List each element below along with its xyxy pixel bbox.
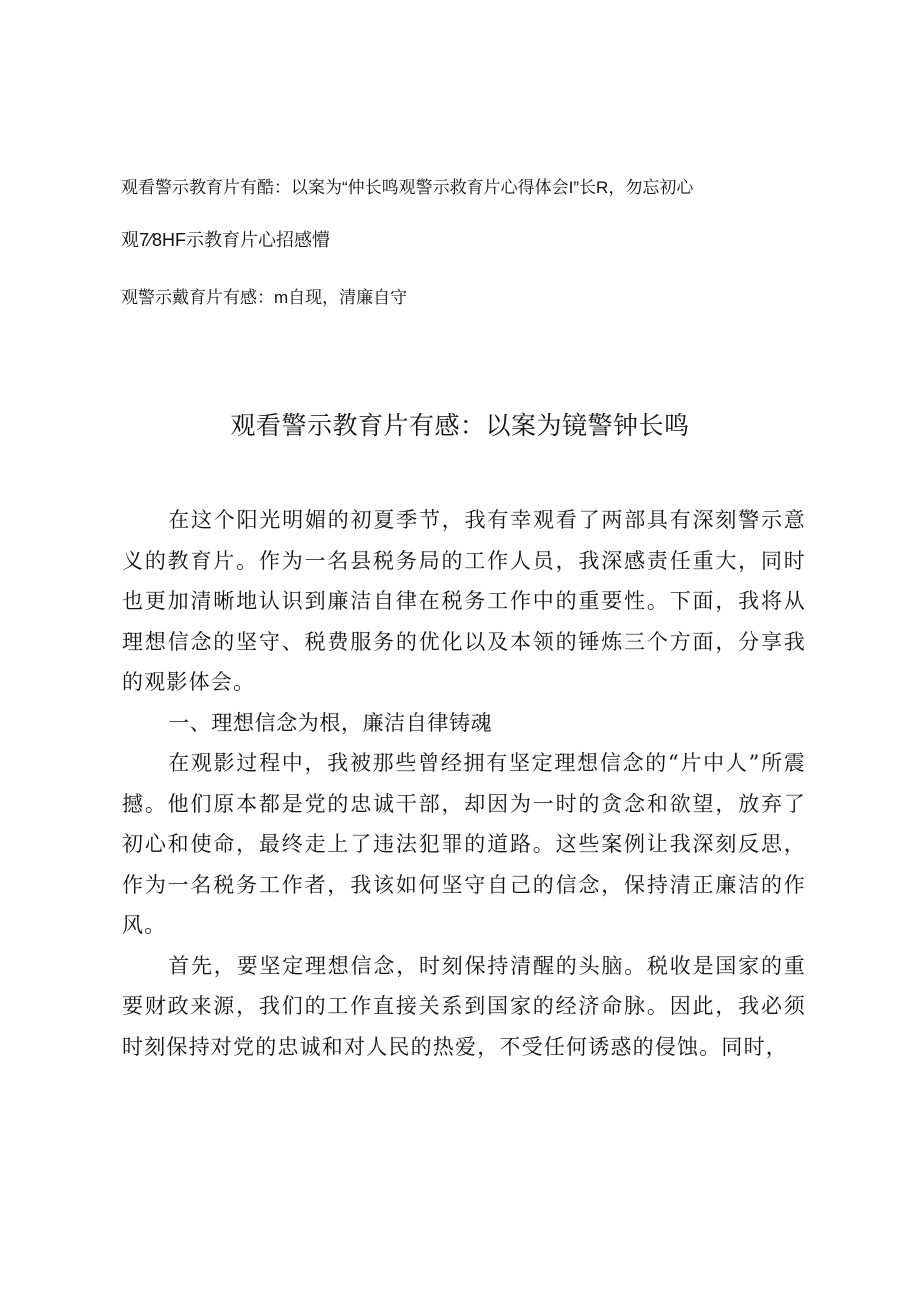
body-paragraph: 在观影过程中，我被那些曾经拥有坚定理想信念的“片中人”所震撼。他们原本都是党的忠诚干部，却因为一时的贪念和欲望，放弃了初心和使命，最终走上了违法犯罪的道路。这些案例让我深刻反思，作为一名税务工作者，我该如何坚守自己的信念，保持清正廉洁的作风。	[122, 751, 806, 937]
document-title: 观看警示教育片有感：以案为镜警钟长鸣	[230, 411, 690, 440]
body-paragraph: 首先，要坚定理想信念，时刻保持清醒的头脑。税收是国家的重要财政来源，我们的工作直接关系到国家的经济命脉。因此，我必须时刻保持对党的忠诚和对人民的热爱，不受任何诱惑的侵蚀。同时，	[122, 953, 806, 1059]
related-title-1[interactable]: 观看警示教育片有酷：以案为“仲长鸣观警示救育片心得体会I”长R，勿忘初心	[121, 178, 694, 197]
intro-paragraph: 在这个阳光明媚的初夏季节，我有幸观看了两部具有深刻警示意义的教育片。作为一名县税务局的工作人员，我深感责任重大，同时也更加清晰地认识到廉洁自律在税务工作中的重要性。下面，我将从理想信念的坚守、税费服务的优化以及本领的锤炼三个方面，分享我的观影体会。	[122, 508, 806, 694]
section-heading: 一、理想信念为根，廉洁自律铸魂	[168, 710, 493, 735]
related-title-3[interactable]: 观警示戴育片有感：m自现，清廉自守	[121, 288, 408, 307]
document-body	[122, 500, 806, 1067]
related-title-2[interactable]: 观7⁄8HF示教育片心招感懵	[121, 230, 331, 250]
